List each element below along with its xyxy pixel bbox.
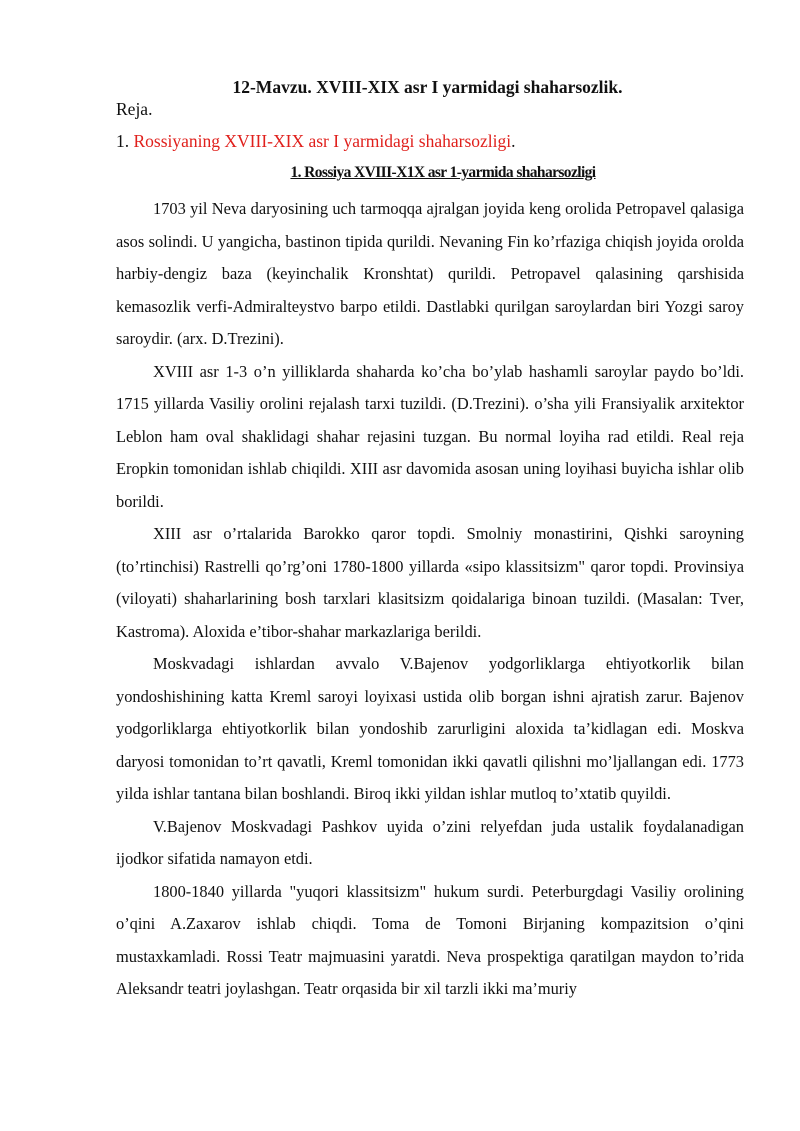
- section-heading: 1. Rossiya XVIII-X1X asr 1-yarmida shaharsozligi: [290, 164, 596, 181]
- plan-label: Reja.: [116, 99, 153, 119]
- plan-item-text: Rossiyaning XVIII-XIX asr I yarmidagi shaharsozligi: [133, 131, 512, 151]
- body-text: [116, 193, 744, 1006]
- paragraph: Moskvadagi ishlardan avvalo V.Bajenov yodgorliklarga ehtiyotkorlik bilan yondoshishining katta Kreml saroyi loyixasi ustida olib borgan ishni ajratish zarur. Bajenov yodgorliklarga ehtiyotkorlik bilan yondoshib zarurligini aloxida ta’kidlagan edi. Moskva daryosi tomonidan to’rt qavatli, Kreml tomonidan ikki qavatli qilishni mo’ljallangan edi. 1773 yilda ishlar tantana bilan boshlandi. Biroq ikki yildan ishlar mutloq to’xtatib quyildi.: [116, 654, 744, 803]
- plan-item-suffix: .: [511, 131, 516, 151]
- document-title: 12-Mavzu. XVIII-XIX asr I yarmidagi shaharsozlik.: [232, 77, 623, 97]
- paragraph: 1703 yil Neva daryosining uch tarmoqqa ajralgan joyida keng orolida Petropavel qalasiga asos solindi. U yangicha, bastinon tipida qurildi. Nevaning Fin ko’rfaziga chiqish joyida orolda harbiy-dengiz baza (keyinchalik Kronshtat) qurildi. Petropavel qalasining qarshisida kemasozlik verfi-Admiralteystvo barpo etildi. Dastlabki qurilgan saroylardan biri Yozgi saroy saroydir. (arx. D.Trezini).: [116, 199, 744, 348]
- plan-item-number: 1.: [116, 131, 134, 151]
- plan-item: [116, 129, 516, 153]
- paragraph: V.Bajenov Moskvadagi Pashkov uyida o’zini relyefdan juda ustalik foydalanadigan ijodkor sifatida namayon etdi.: [116, 816, 744, 868]
- paragraph: 1800-1840 yillarda "yuqori klassitsizm" hukum surdi. Peterburgdagi Vasiliy orolining o’qini A.Zaxarov ishlab chiqdi. Toma de Tomoni Birjaning kompazitsion o’qini mustaxkamladi. Rossi Teatr majmuasini yaratdi. Neva prospektiga qaratilgan maydon to’rida Aleksandr teatri joylashgan. Teatr orqasida bir xil tarzli ikki ma’muriy: [116, 881, 744, 998]
- paragraph: XIII asr o’rtalarida Barokko qaror topdi. Smolniy monastirini, Qishki saroyning (to’rtinchisi) Rastrelli qo’rg’oni 1780-1800 yillarda «sipo klassitsizm" qaror topdi. Provinsiya (viloyati) shaharlarining bosh tarxlari klasitsizm qoidalariga binoan tuzildi. (Masalan: Tver, Kastroma). Aloxida e’tibor-shahar markazlariga berildi.: [116, 524, 744, 641]
- paragraph: XVIII asr 1-3 o’n yilliklarda shaharda ko’cha bo’ylab hashamli saroylar paydo bo’ldi. 1715 yillarda Vasiliy orolini rejalash tarxi tuzildi. (D.Trezini). o’sha yili Fransiyalik arxitektor Leblon ham oval shaklidagi shahar rejasini tuzgan. Bu normal loyiha rad etildi. Real reja Eropkin tomonidan ishlab chiqildi. XIII asr davomida asosan uning loyihasi buyicha ishlar olib borildi.: [116, 361, 744, 511]
